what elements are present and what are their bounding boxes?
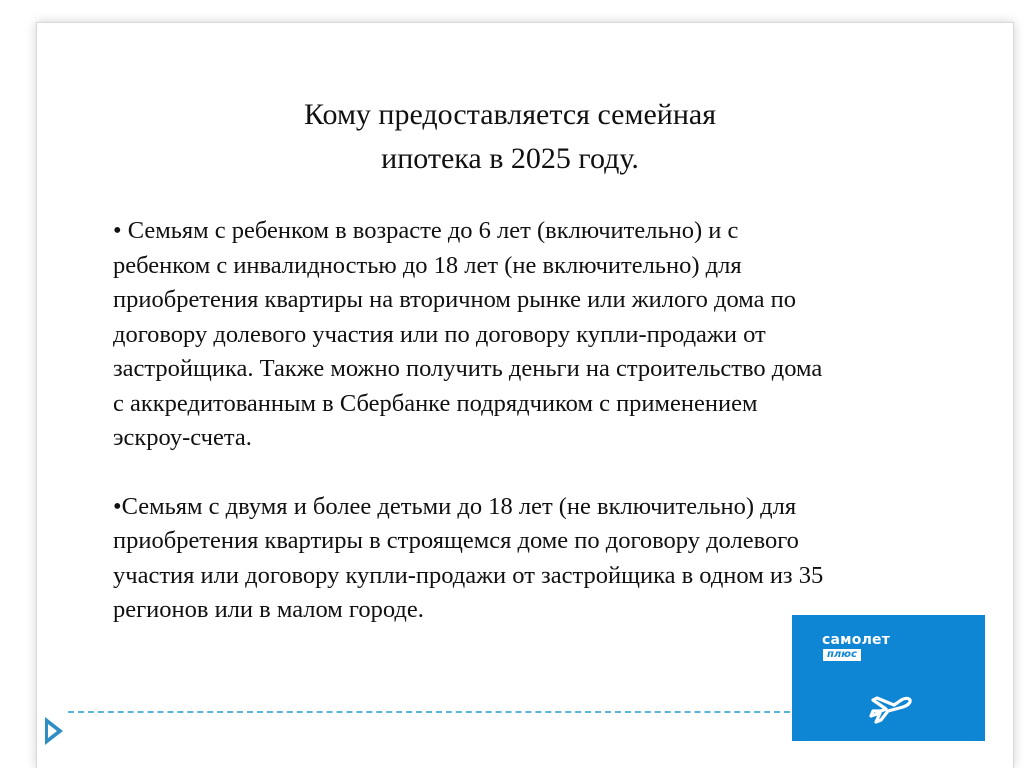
paragraph-line: участия или договору купли-продажи от застройщика в одном из 35 — [113, 561, 824, 589]
title-line-2: ипотека в 2025 году. — [381, 142, 639, 175]
logo-brand-text: самолет — [822, 632, 891, 648]
paragraph-line: приобретения квартиры на вторичном рынке или жилого дома по — [113, 286, 796, 313]
logo-tag-text: плюс — [823, 649, 861, 661]
paragraph-line: застройщика. Также можно получить деньги на строительство дома — [113, 355, 823, 382]
slide-title — [150, 93, 870, 181]
paragraph-spacer — [113, 456, 953, 490]
paragraph-1 — [113, 214, 953, 456]
paragraph-line: ребенком с инвалидностью до 18 лет (не включительно) для — [113, 251, 742, 279]
title-line-1: Кому предоставляется семейная — [304, 98, 716, 131]
paragraph-line: •Семьям с двумя и более детьми до 18 лет (не включительно) для — [113, 492, 797, 520]
dashed-divider — [68, 711, 790, 713]
slide-body — [113, 214, 953, 628]
paragraph-line: • Семьям с ребенком в возрасте до 6 лет (включительно) и с — [113, 217, 739, 244]
paragraph-line: эскроу-счета. — [113, 424, 252, 451]
airplane-icon — [864, 678, 916, 730]
samolet-plus-logo — [792, 615, 985, 741]
paragraph-line: приобретения квартиры в строящемся доме по договору долевого — [113, 527, 799, 554]
paragraph-line: с аккредитованным в Сбербанке подрядчиком с применением — [113, 389, 758, 417]
paragraph-line: регионов или в малом городе. — [113, 596, 424, 623]
paragraph-2 — [113, 490, 953, 628]
paragraph-line: договору долевого участия или по договору купли-продажи от — [113, 320, 766, 348]
triangle-arrow-icon — [45, 717, 63, 745]
